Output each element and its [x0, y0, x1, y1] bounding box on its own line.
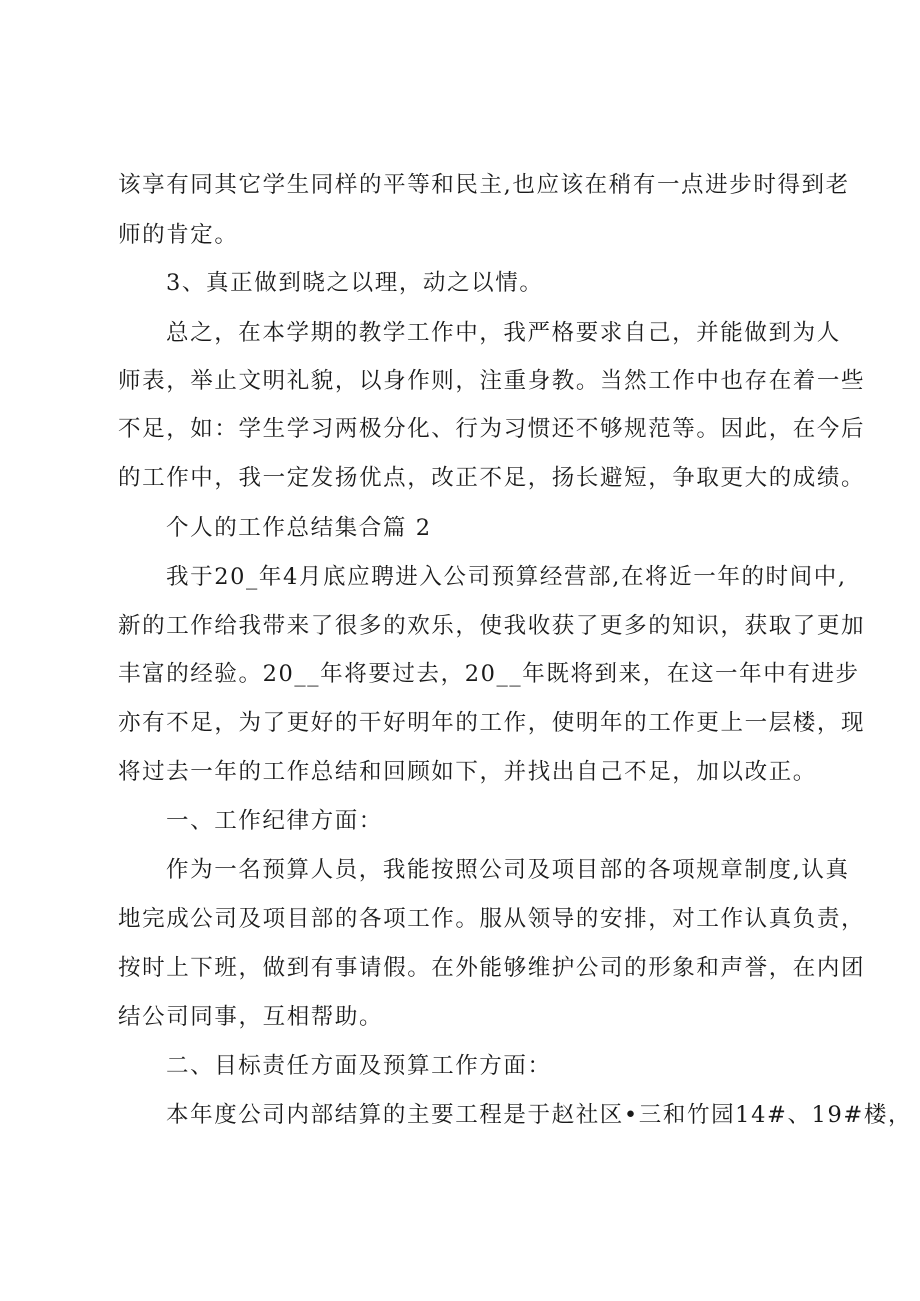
paragraph-line: 新的工作给我带来了很多的欢乐，使我收获了更多的知识，获取了更加: [118, 613, 866, 639]
paragraph-line: 师表，举止文明礼貌，以身作则，注重身教。当然工作中也存在着一些: [118, 368, 866, 394]
paragraph-line: 地完成公司及项目部的各项工作。服从领导的安排，对工作认真负责，: [118, 906, 866, 932]
paragraph-line: 总之，在本学期的教学工作中，我严格要求自己，并能做到为人: [166, 320, 841, 346]
paragraph-line: 的工作中，我一定发扬优点，改正不足，扬长避短，争取更大的成绩。: [118, 465, 866, 491]
subsection-heading: 二、目标责任方面及预算工作方面：: [166, 1053, 552, 1079]
paragraph-line: 本年度公司内部结算的主要工程是于赵社区•三和竹园14#、19#楼，: [166, 1102, 913, 1128]
section-heading: 个人的工作总结集合篇 2: [166, 515, 432, 541]
paragraph-line: 我于20_年4月底应聘进入公司预算经营部,在将近一年的时间中,: [166, 564, 847, 590]
paragraph-line: 不足，如：学生学习两极分化、行为习惯还不够规范等。因此，在今后: [118, 416, 866, 442]
paragraph-line: 作为一名预算人员，我能按照公司及项目部的各项规章制度,认真: [166, 857, 850, 883]
list-item: 3、真正做到晓之以理，动之以情。: [166, 270, 544, 296]
paragraph-line: 结公司同事，互相帮助。: [118, 1004, 384, 1030]
paragraph-line: 该享有同其它学生同样的平等和民主,也应该在稍有一点进步时得到老: [118, 172, 850, 198]
paragraph-line: 将过去一年的工作总结和回顾如下，并找出自己不足，加以改正。: [118, 759, 817, 785]
paragraph-line: 按时上下班，做到有事请假。在外能够维护公司的形象和声誉，在内团: [118, 955, 866, 981]
paragraph-line: 师的肯定。: [118, 222, 239, 248]
paragraph-line: 亦有不足，为了更好的干好明年的工作，使明年的工作更上一层楼，现: [118, 710, 866, 736]
subsection-heading: 一、工作纪律方面：: [166, 808, 383, 834]
paragraph-line: 丰富的经验。20__年将要过去，20__年既将到来，在这一年中有进步: [118, 661, 860, 687]
